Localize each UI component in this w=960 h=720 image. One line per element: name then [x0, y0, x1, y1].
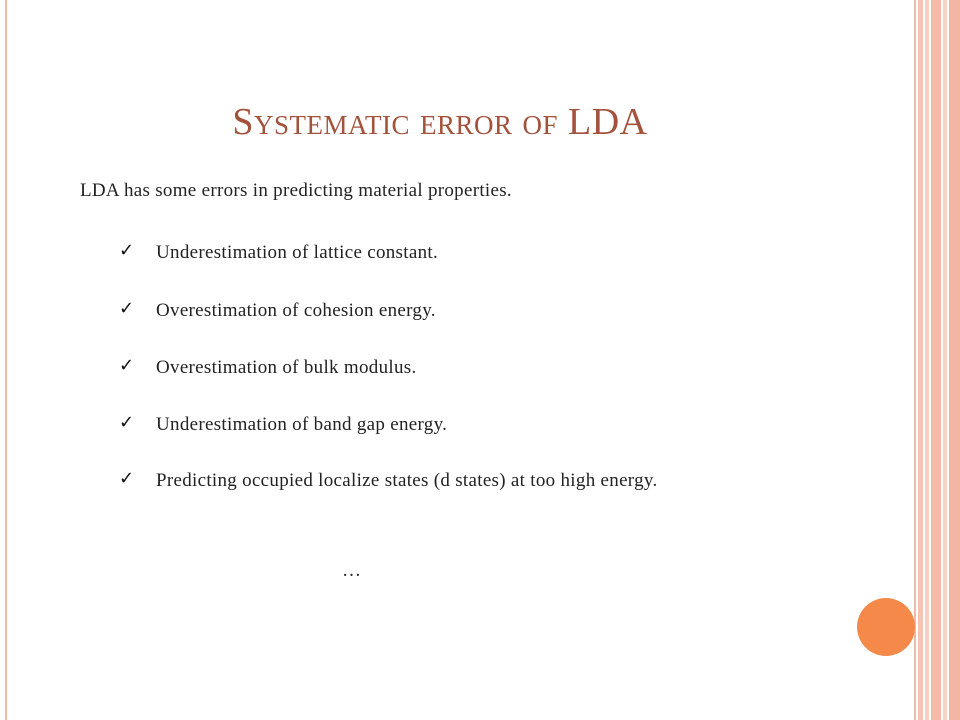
- checkmark-icon: ✓: [119, 412, 135, 433]
- checkmark-icon: ✓: [119, 240, 135, 261]
- stripe: [931, 0, 941, 720]
- stripe: [949, 0, 960, 720]
- ellipsis: …: [342, 560, 361, 581]
- stripe: [943, 0, 947, 720]
- checkmark-icon: ✓: [119, 468, 135, 489]
- stripe: [918, 0, 923, 720]
- slide-title: Systematic error of LDA: [232, 101, 648, 143]
- list-item-text: Overestimation of bulk modulus.: [156, 357, 417, 378]
- checkmark-icon: ✓: [119, 298, 135, 319]
- accent-circle: [857, 598, 915, 656]
- list-item-text: Overestimation of cohesion energy.: [156, 300, 436, 321]
- list-item-text: Underestimation of lattice constant.: [156, 242, 438, 263]
- intro-text: LDA has some errors in predicting material properties.: [80, 180, 512, 201]
- list-item-text: Predicting occupied localize states (d states) at too high energy.: [156, 470, 658, 491]
- list-item-text: Underestimation of band gap energy.: [156, 414, 448, 435]
- stripe: [925, 0, 929, 720]
- decorative-stripes: [918, 0, 960, 720]
- checkmark-icon: ✓: [119, 355, 135, 376]
